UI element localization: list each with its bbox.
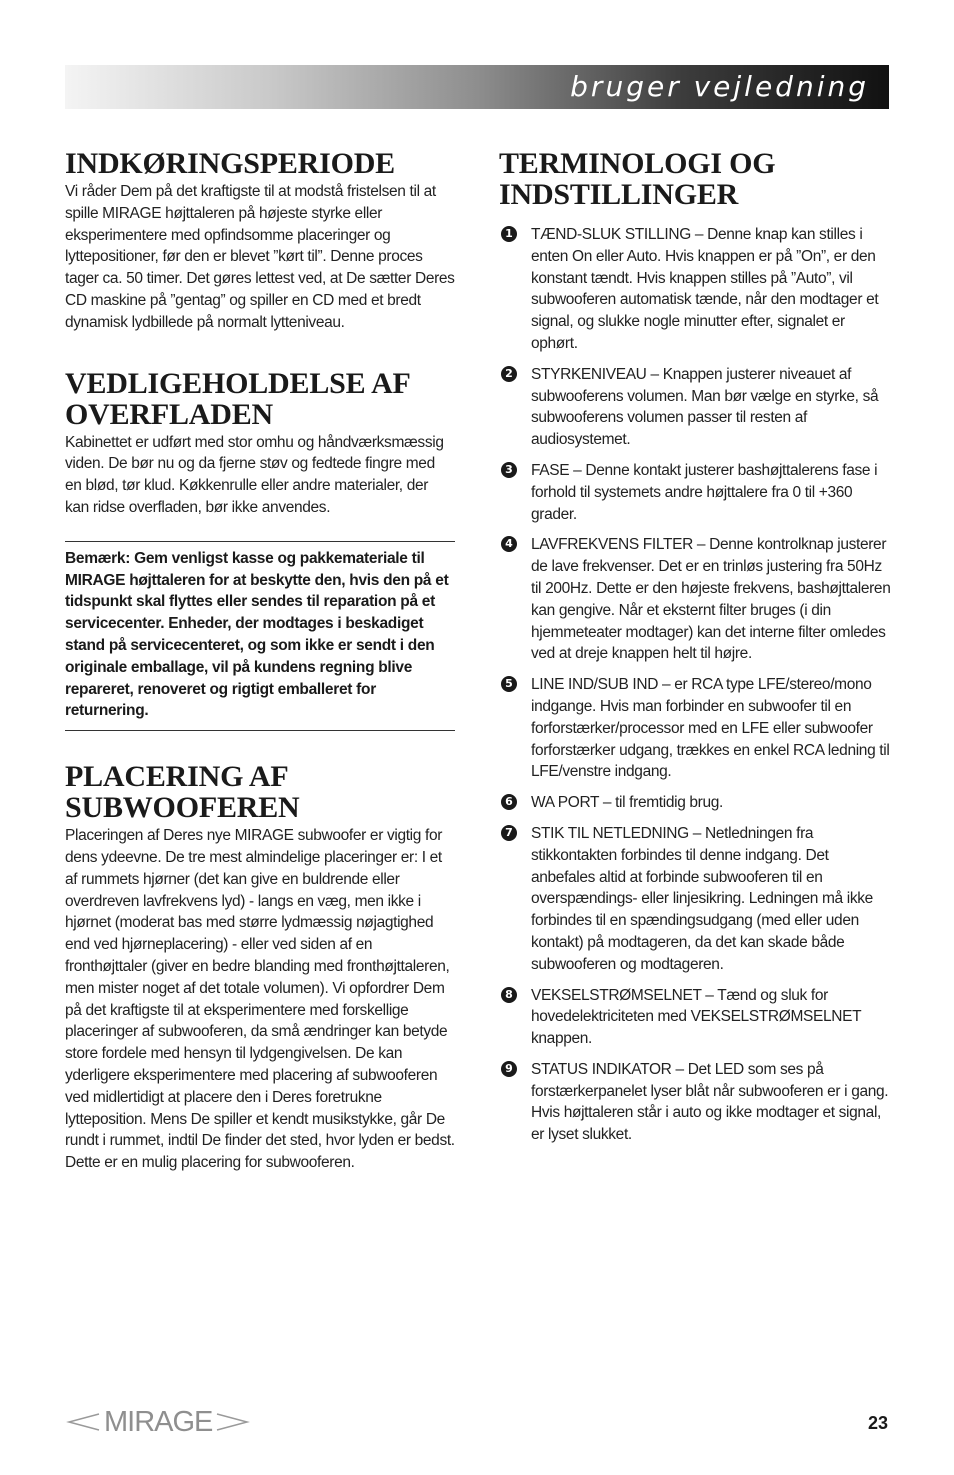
placement-body: Placeringen af Deres nye MIRAGE subwoofer er vigtig for dens ydeevne. De tre mest almindelige placeringer er: I et af rummets hjørner (det kan give en buldrende eller overdreven lavfrekvens lyd) - langs en væg, men ikke i hjørnet (moderat bas med større lydmæssig nøjagtighed end ved hjørneplacering) - eller ved siden af en fronthøjttaler (giver en bedre blanding med fronthøjttaleren, men mister noget af det totale volumen). Vi opfordrer Dem på det kraftigste til at eksperimentere med forskellige placeringer af subwooferen, da små ændringer kan betyde store fordele med hensyn til lydgengivelsen. De kan yderligere eksperimentere med placering af subwooferen ved midlertidigt at placere den i Deres foretrukne lytteposition. Mens De spiller et kendt musikstykke, går De rundt i rummet, indtil De finder det sted, hvor lyden er bedst. Dette er en mulig placering for subwooferen. xyxy=(65,827,455,1172)
number-badge-icon: 5 xyxy=(501,676,517,692)
list-item-text: STATUS INDIKATOR – Det LED som ses på forstærkerpanelet lyser blåt når subwooferen er i gang. Hvis højttaleren står i auto og ikke modtager et signal, er lyset slukket. xyxy=(531,1060,889,1144)
heading-terminology-line2: INDSTILLINGER xyxy=(499,178,739,211)
list-item-text: VEKSELSTRØMSELNET – Tænd og sluk for hovedelektriciteten med VEKSELSTRØMSELNET knappen. xyxy=(531,986,861,1048)
logo-left-chevron-icon xyxy=(66,1411,100,1433)
number-badge-icon: 3 xyxy=(501,462,517,478)
heading-terminology-line1: TERMINOLOGI OG xyxy=(499,147,776,180)
terminology-list xyxy=(499,224,891,1146)
list-item-text: FASE – Denne kontakt justerer bashøjttalerens fase i forhold til systemets andre højttalere fra 0 til +360 grader. xyxy=(531,461,878,523)
logo-wordmark: MIRAGE xyxy=(104,1405,213,1438)
left-column xyxy=(65,148,455,1174)
heading-surface-care-line1: VEDLIGEHOLDELSE AF xyxy=(65,366,411,400)
list-item-text: STYRKENIVEAU – Knappen justerer niveauet af subwooferens volumen. Man bør vælge en styrke, så subwooferens volumen passer til resten af audiosystemet. xyxy=(531,365,879,449)
list-item-text: LAVFREKVENS FILTER – Denne kontrolknap justerer de lave frekvenser. Det er en trinløs justering fra 50Hz til 200Hz. Dette er den højeste frekvens, bashøjttaleren kan gengive. Når et eksternt filter bruges (i din hjemmeteater modtager) kan det interne filter omledes ved at dreje knappen helt til højre. xyxy=(531,536,891,663)
list-item xyxy=(499,674,891,783)
list-item xyxy=(499,364,891,451)
page-number: 23 xyxy=(867,1413,888,1433)
list-item-text: WA PORT – til fremtidig brug. xyxy=(531,794,723,812)
note-text: Bemærk: Gem venligst kasse og pakkemateriale til MIRAGE højttaleren for at beskytte den, hvis den på et tidspunkt skal flyttes eller sendes til reparation på et servicecenter. Enheder, der modtages i beskadiget stand på servicecenteret, og som ikke er sendt i den originale emballage, vil på kundens regning blive repareret, renoveret og rigtigt emballeret for returnering. xyxy=(65,549,449,720)
list-item xyxy=(499,792,891,814)
number-badge-icon: 4 xyxy=(501,536,517,552)
heading-surface-care xyxy=(65,368,455,430)
number-badge-icon: 8 xyxy=(501,987,517,1003)
list-item-text: STIK TIL NETLEDNING – Netledningen fra stikkontakten forbindes til denne indgang. Det anbefales altid at forbinde subwooferen til en overspændings- eller linjesikring. Ledningen må ikke forbindes til en spændingsudgang (med eller uden kontakt) på modtageren, da det kan skade både subwooferen og modtageren. xyxy=(531,824,873,973)
number-badge-icon: 6 xyxy=(501,794,517,810)
list-item xyxy=(499,534,891,665)
number-badge-icon: 7 xyxy=(501,825,517,841)
number-badge-icon: 2 xyxy=(501,366,517,382)
heading-subwoofer-placement xyxy=(65,761,455,823)
heading-break-in-period: INDKØRINGSPERIODE xyxy=(65,147,395,180)
list-item xyxy=(499,224,891,355)
break-in-body: Vi råder Dem på det kraftigste til at modstå fristelsen til at spille MIRAGE højttaleren på højeste styrke eller eksperimentere med opfindsomme placeringer og lyttepositioner, før den er blevet ”kørt til”. Denne proces tager ca. 50 timer. Det gøres lettest ved, at De sætter Deres CD maskine på ”gentag” og spiller en CD med et bredt dynamisk lydbillede på normalt lytteniveau. xyxy=(65,183,455,331)
list-item-text: LINE IND/SUB IND – er RCA type LFE/stereo/mono indgange. Hvis man forbinder en subwoofer til en forforstærker/processor med en LFE eller subwoofer forforstærker udgang, trækkes en enkel RCA ledning til LFE/venstre indgang. xyxy=(531,676,890,781)
heading-surface-care-line2: OVERFLADEN xyxy=(65,397,274,431)
number-badge-icon: 9 xyxy=(501,1061,517,1077)
logo-right-chevron-icon xyxy=(216,1411,250,1433)
list-item xyxy=(499,460,891,525)
number-badge-icon: 1 xyxy=(501,226,517,242)
heading-placement-line2: SUBWOOFEREN xyxy=(65,791,300,825)
list-item-text: TÆND-SLUK STILLING – Denne knap kan stilles i enten On eller Auto. Hvis knappen er på ”On”, er den konstant tændt. Hvis knappen stilles på ”Auto”, vil subwooferen automatisk tænde, når den modtager et signal, og slukke nogle minutter efter, signalet er ophørt. xyxy=(531,226,879,352)
list-item xyxy=(499,823,891,976)
note-box xyxy=(65,541,455,731)
heading-terminology xyxy=(499,148,891,210)
heading-placement-line1: PLACERING AF xyxy=(65,760,289,794)
list-item xyxy=(499,985,891,1050)
mirage-logo xyxy=(66,1404,250,1440)
surface-care-body: Kabinettet er udført med stor omhu og håndværksmæssig viden. De bør nu og da fjerne støv og fedtede fingre med en blød, tør klud. Køkkenrulle eller andre materialer, der kan ridse overfladen, bør ikke anvendes. xyxy=(65,433,444,516)
right-column xyxy=(499,148,891,1155)
header-title: bruger vejledning xyxy=(570,70,869,103)
list-item xyxy=(499,1059,891,1146)
header-bar xyxy=(65,65,889,109)
